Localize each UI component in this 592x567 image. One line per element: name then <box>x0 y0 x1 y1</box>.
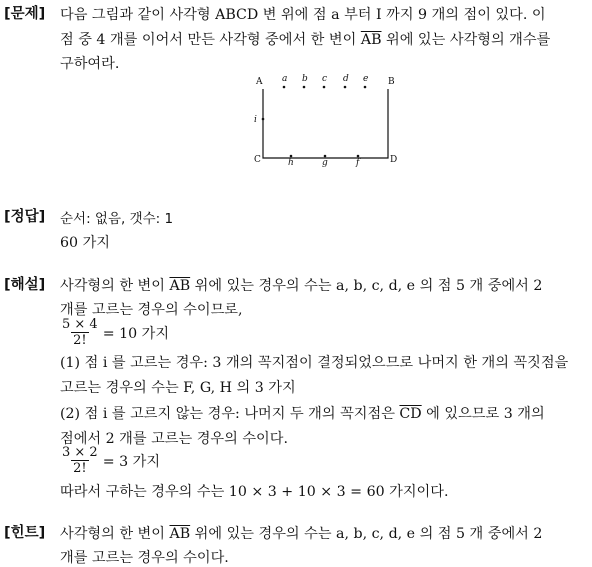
corner-label-b: B <box>388 77 395 87</box>
segment-ab: $\overline{AB}$ <box>169 278 191 294</box>
fraction-1-result: = 10 가지 <box>102 325 170 342</box>
answer-order-count: 순서: 없음, 갯수: 1 <box>60 211 174 227</box>
point-label-b: b <box>302 74 308 84</box>
rectangle-outline <box>263 89 388 158</box>
segment-ab: $\overline{AB}$ <box>169 526 191 542</box>
point-label-g: g <box>322 158 328 168</box>
explanation-label: [해설] <box>4 277 46 293</box>
fraction-2-denominator: 2! <box>73 461 87 476</box>
hint-label: [힌트] <box>4 525 46 541</box>
point-label-f: f <box>356 158 360 168</box>
point-label-i: i <box>254 115 257 125</box>
problem-text-line-1: 다음 그림과 같이 사각형 ABCD 변 위에 점 a 부터 I 까지 9 개의 점이 있다. 이 <box>60 7 546 23</box>
point-a <box>283 86 286 89</box>
segment-ab: $\overline{AB}$ <box>360 32 382 48</box>
fraction-1-numerator: 5 × 4 <box>62 317 98 332</box>
fraction-1 <box>60 317 169 348</box>
corner-label-c: C <box>254 155 261 165</box>
explanation-line-1: 사각형의 한 변이 $\overline{AB}$ 위에 있는 경우의 수는 a, b, c, d, e 의 점 5 개 중에서 2 <box>60 278 543 294</box>
point-d <box>344 86 347 89</box>
point-label-a: a <box>282 74 288 84</box>
point-i <box>262 118 265 121</box>
case-1-line-2: 고르는 경우의 수는 F, G, H 의 3 가지 <box>60 380 296 396</box>
point-label-h: h <box>288 158 294 168</box>
explanation-line-2: 개를 고르는 경우의 수이므로, <box>60 302 243 318</box>
point-c <box>323 86 326 89</box>
case-1-line-1: (1) 점 i 를 고르는 경우: 3 개의 꼭지점이 결정되었으므로 나머지 한 개의 꼭짓점을 <box>60 355 569 371</box>
point-label-d: d <box>343 74 349 84</box>
case-2-line-1: (2) 점 i 를 고르지 않는 경우: 나머지 두 개의 꼭지점은 $\overline{CD}$ 에 있으므로 3 개의 <box>60 406 545 422</box>
answer-value: 60 가지 <box>60 235 110 251</box>
explanation-conclusion: 따라서 구하는 경우의 수는 10 × 3 + 10 × 3 = 60 가지이다. <box>60 484 449 500</box>
corner-label-d: D <box>390 155 398 165</box>
problem-text-line-2: 점 중 4 개를 이어서 만든 사각형 중에서 한 변이 $\overline{AB}$ 위에 있는 사각형의 개수를 <box>60 32 551 48</box>
fraction-2-numerator: 3 × 2 <box>62 445 98 460</box>
segment-cd: $\overline{CD}$ <box>399 406 422 422</box>
problem-text-line-3: 구하여라. <box>60 56 120 72</box>
point-h <box>290 155 293 158</box>
point-label-c: c <box>322 74 328 84</box>
point-b <box>303 86 306 89</box>
case-2-line-2: 점에서 2 개를 고르는 경우의 수이다. <box>60 431 288 447</box>
fraction-2 <box>60 445 160 476</box>
fraction-2-result: = 3 가지 <box>102 453 161 470</box>
hint-line-2: 개를 고르는 경우의 수이다. <box>60 550 229 566</box>
hint-line-1: 사각형의 한 변이 $\overline{AB}$ 위에 있는 경우의 수는 a, b, c, d, e 의 점 5 개 중에서 2 <box>60 526 543 542</box>
answer-label: [정답] <box>4 209 46 225</box>
fraction-1-denominator: 2! <box>73 333 87 348</box>
rectangle-figure <box>250 70 410 170</box>
point-f <box>357 155 360 158</box>
problem-label: [문제] <box>4 6 46 22</box>
point-e <box>364 86 367 89</box>
point-g <box>324 155 327 158</box>
point-label-e: e <box>363 74 369 84</box>
corner-label-a: A <box>256 77 263 87</box>
